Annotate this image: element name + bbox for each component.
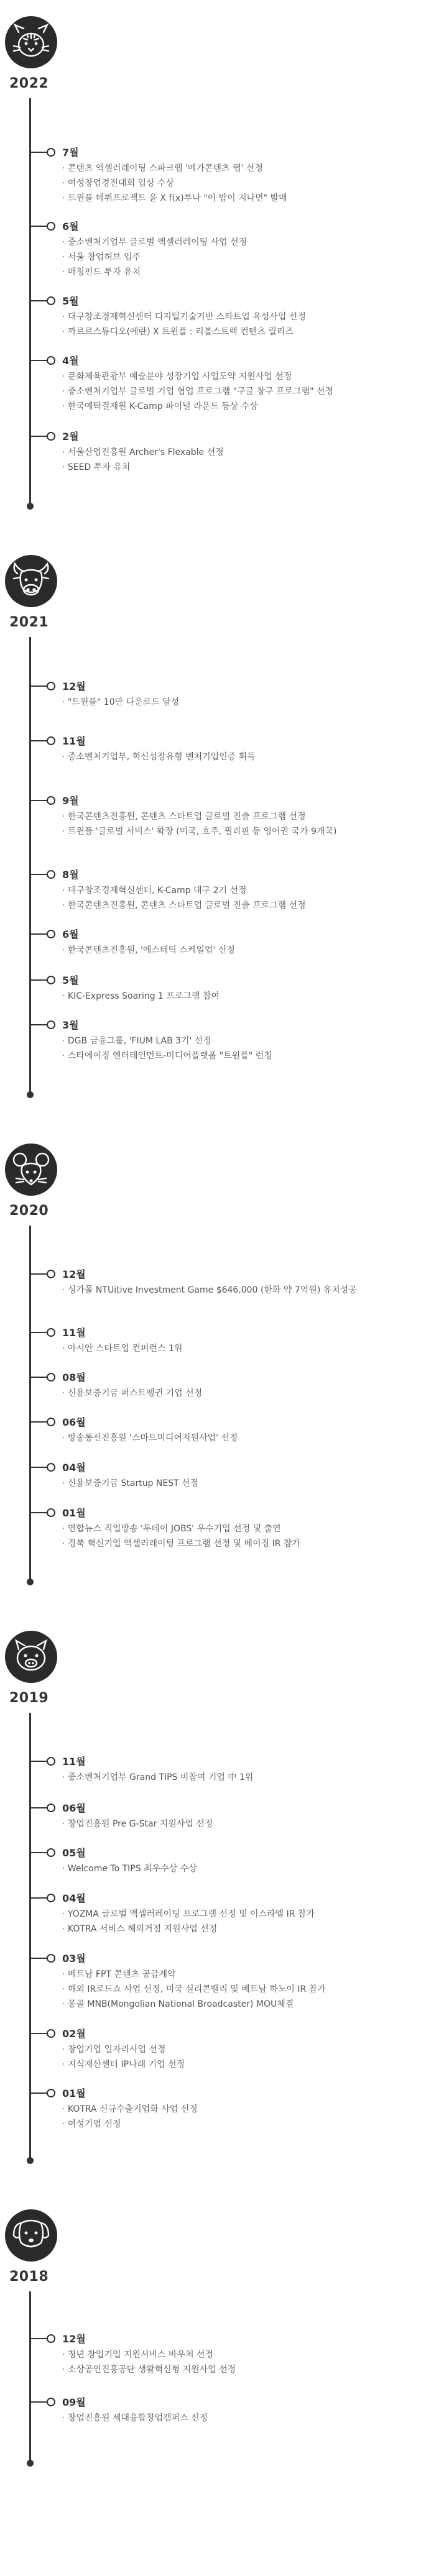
entry-item-list: [62, 1770, 253, 1785]
timeline-end-dot: [27, 1091, 34, 1098]
timeline-connector: [30, 360, 47, 361]
entry-item: · 중소벤처기업부, 혁신성장유형 벤처기업인증 획득: [62, 749, 256, 764]
timeline-connector: [30, 300, 47, 301]
entry-item-list: [62, 809, 336, 839]
year-label: 2020: [9, 1203, 49, 1219]
entry-item: · "트윈플" 10만 다운로드 달성: [62, 695, 179, 710]
timeline-connector: [30, 685, 47, 687]
entry-item-list: [62, 1034, 272, 1063]
entry-item: · 연합뉴스 직업방송 '투데이 JOBS' 우수기업 선정 및 출연: [62, 1521, 300, 1536]
entry-item-list: [62, 2347, 236, 2377]
entry-item: · 중소벤처기업부 Grand TIPS 비참여 기업 中 1위: [62, 1770, 253, 1785]
entry-item: · DGB 금융그룹, 'FIUM LAB 3기' 선정: [62, 1034, 272, 1048]
entry-item-list: [62, 1386, 202, 1401]
entry-item-list: [62, 1283, 357, 1298]
timeline-marker-icon: [47, 2029, 55, 2038]
timeline-connector: [30, 1467, 47, 1468]
entry-month: 9월: [62, 795, 79, 807]
year-label: 2019: [9, 1690, 49, 1706]
timeline-marker-icon: [47, 2089, 55, 2097]
timeline-marker-icon: [47, 1757, 55, 1766]
ox-icon: [5, 555, 57, 607]
timeline-marker-icon: [47, 1894, 55, 1902]
entry-item: · 매칭펀드 투자 유치: [62, 265, 247, 280]
entry-item-list: [62, 2411, 208, 2426]
entry-item: · 까르르스튜디오(에란) X 트윈플 : 리볼스트랙 컨텐츠 릴리즈: [62, 324, 306, 339]
entry-item: · 지식재산센터 IP나래 기업 선정: [62, 2057, 185, 2072]
entry-item: · 해외 IR로드쇼 사업 선정, 미국 실리콘밸리 및 베트남 하노이 IR 참가: [62, 1982, 326, 1997]
timeline-connector: [30, 1852, 47, 1853]
entry-month: 2월: [62, 431, 79, 442]
timeline-marker-icon: [47, 222, 55, 231]
timeline-marker-icon: [47, 1463, 55, 1472]
timeline-end-dot: [27, 2157, 34, 2164]
timeline-marker-icon: [47, 930, 55, 938]
entry-item: · 한국콘텐츠진흥원, 콘텐츠 스타트업 글로벌 진출 프로그램 선정: [62, 809, 336, 824]
timeline-marker-icon: [47, 796, 55, 805]
entry-item: · 대구창조경제혁신센터 디지털기술기반 스타트업 육성사업 선정: [62, 309, 306, 324]
entry-item: · 아시안 스타트업 컨퍼런스 1위: [62, 1341, 182, 1356]
entry-month: 3월: [62, 1019, 79, 1031]
rat-icon: [5, 1144, 57, 1196]
entry-item: · 중소벤처기업부 글로벌 액셀러레이팅 사업 선정: [62, 235, 247, 250]
entry-month: 11월: [62, 735, 86, 747]
entry-item-list: [62, 369, 333, 414]
entry-item: · SEED 투자 유치: [62, 460, 224, 475]
timeline-end-dot: [27, 2460, 34, 2467]
entry-item: · 한국예탁결제원 K-Camp 파이널 라운드 등상 수상: [62, 399, 333, 414]
entry-item: · 창업진흥원 세대융합창업캠퍼스 선정: [62, 2411, 208, 2426]
entry-item-list: [62, 1817, 213, 1831]
timeline-connector: [30, 1958, 47, 1959]
entry-item-list: [62, 2102, 198, 2132]
entry-item: · 몽골 MNB(Mongolian National Broadcaster) MOU체결: [62, 1997, 326, 2012]
entry-item: · 소상공인진흥공단 생활혁신형 지원사업 선정: [62, 2362, 236, 2377]
entry-month: 02월: [62, 2028, 86, 2040]
timeline-connector: [30, 933, 47, 935]
timeline-marker-icon: [47, 736, 55, 745]
entry-item-list: [62, 2042, 185, 2072]
entry-item: · 대구창조경제혁신센터, K-Camp 대구 2기 선정: [62, 883, 306, 898]
dog-icon: [5, 2209, 57, 2262]
entry-item-list: [62, 943, 235, 958]
entry-item: · 신용보증기금 퍼스트펭귄 기업 선정: [62, 1386, 202, 1401]
year-label: 2018: [9, 2269, 49, 2285]
entry-month: 09월: [62, 2396, 86, 2408]
entry-month: 8월: [62, 869, 79, 881]
timeline-marker-icon: [47, 1020, 55, 1029]
timeline-marker-icon: [47, 432, 55, 441]
entry-item: · YOZMA 글로벌 액셀러레이팅 프로그램 선정 및 이스라엘 IR 참가: [62, 1907, 315, 1922]
entry-item-list: [62, 1431, 238, 1446]
entry-month: 01월: [62, 2088, 86, 2099]
entry-month: 11월: [62, 1327, 86, 1339]
entry-item: · KOTRA 신규수출기업화 사업 선정: [62, 2102, 198, 2117]
entry-item-list: [62, 309, 306, 339]
entry-item: · 스타에이징 엔터테인먼트-미디어플랫폼 "트윈플" 런칭: [62, 1048, 272, 1063]
entry-item: · 경북 혁신기업 액셀러레이팅 프로그램 선정 및 베이징 IR 참가: [62, 1536, 300, 1551]
year-label: 2021: [9, 615, 49, 630]
entry-item-list: [62, 161, 287, 206]
timeline-marker-icon: [47, 1270, 55, 1278]
timeline-marker-icon: [47, 1373, 55, 1382]
entry-item: · 문화체육관광부 예술분야 성장기업 사업도약 지원사업 선정: [62, 369, 333, 384]
pig-icon: [5, 1631, 57, 1683]
entry-item: · KIC-Express Soaring 1 프로그램 참여: [62, 989, 220, 1004]
entry-item-list: [62, 445, 224, 475]
entry-item-list: [62, 749, 256, 764]
entry-item-list: [62, 883, 306, 913]
timeline-connector: [30, 1024, 47, 1025]
entry-item: · 창업진흥원 Pre G-Star 지원사업 선정: [62, 1817, 213, 1831]
timeline-connector: [30, 800, 47, 801]
entry-month: 5월: [62, 974, 79, 986]
entry-item: · 청년 창업기업 지원서비스 바우처 선정: [62, 2347, 236, 2362]
entry-month: 11월: [62, 1756, 86, 1767]
entry-item: · 여성기업 선정: [62, 2117, 198, 2132]
tiger-icon: [5, 16, 57, 68]
entry-month: 6월: [62, 928, 79, 940]
timeline-connector: [30, 1273, 47, 1275]
entry-item-list: [62, 1907, 315, 1937]
timeline-connector: [30, 874, 47, 875]
entry-month: 04월: [62, 1892, 86, 1904]
entry-item-list: [62, 1861, 197, 1876]
entry-item: · 중소벤처기업부 글로벌 기업 협업 프로그램 "구글 창구 프로그램" 선정: [62, 384, 333, 399]
entry-item-list: [62, 989, 220, 1004]
timeline-marker-icon: [47, 976, 55, 984]
entry-month: 08월: [62, 1372, 86, 1383]
entry-item: · 서울산업진흥원 Archer's Flexable 선정: [62, 445, 224, 460]
entry-item: · 트윈플 데뷔프로젝트 윤 X f(x)루나 "이 밤이 지나면" 발매: [62, 191, 287, 206]
entry-month: 12월: [62, 2333, 86, 2345]
timeline-marker-icon: [47, 1804, 55, 1812]
timeline-marker-icon: [47, 1954, 55, 1963]
entry-month: 04월: [62, 1462, 86, 1474]
entry-month: 12월: [62, 1268, 86, 1280]
timeline-marker-icon: [47, 1848, 55, 1857]
entry-month: 4월: [62, 355, 79, 367]
timeline-connector: [30, 152, 47, 153]
timeline-line: [29, 98, 31, 505]
entry-month: 06월: [62, 1802, 86, 1814]
timeline-marker-icon: [47, 870, 55, 879]
entry-month: 06월: [62, 1416, 86, 1428]
entry-item: · 싱가폴 NTUitive Investment Game $646,000 (한화 약 7억원) 유치성공: [62, 1283, 357, 1298]
timeline-connector: [30, 1377, 47, 1378]
timeline-connector: [30, 740, 47, 741]
entry-item-list: [62, 1341, 182, 1356]
entry-item: · 창업기업 일자리사업 선정: [62, 2042, 185, 2057]
timeline-connector: [30, 1512, 47, 1513]
entry-item: · 방송통신진흥원 '스마트미디어지원사업' 선정: [62, 1431, 238, 1446]
entry-month: 7월: [62, 147, 79, 158]
entry-item-list: [62, 1476, 198, 1491]
timeline-connector: [30, 226, 47, 227]
timeline-connector: [30, 1807, 47, 1808]
entry-item-list: [62, 1521, 300, 1551]
entry-month: 5월: [62, 295, 79, 307]
entry-item: · 여성창업경진대회 입상 수상: [62, 176, 287, 191]
entry-month: 6월: [62, 221, 79, 232]
entry-item-list: [62, 235, 247, 280]
timeline-connector: [30, 2338, 47, 2339]
entry-month: 01월: [62, 1507, 86, 1519]
timeline-connector: [30, 436, 47, 437]
timeline-marker-icon: [47, 2398, 55, 2406]
entry-item: · 한국콘텐츠진흥원, 콘텐츠 스타트업 글로벌 진출 프로그램 선정: [62, 898, 306, 913]
timeline-marker-icon: [47, 296, 55, 305]
timeline-marker-icon: [47, 2334, 55, 2343]
entry-item: · 서울 창업허브 입주: [62, 250, 247, 265]
timeline-marker-icon: [47, 148, 55, 157]
timeline-connector: [30, 1897, 47, 1899]
timeline-marker-icon: [47, 1508, 55, 1517]
entry-item: · 콘텐츠 액셀러레이팅 스파크랩 '메가콘텐츠 랩' 선정: [62, 161, 287, 176]
year-label: 2022: [9, 76, 49, 91]
entry-item: · 신용보증기금 Startup NEST 선정: [62, 1476, 198, 1491]
timeline-end-dot: [27, 503, 34, 510]
timeline-connector: [30, 2401, 47, 2403]
entry-month: 12월: [62, 681, 86, 692]
entry-month: 05월: [62, 1847, 86, 1859]
entry-item: · 베트남 FPT 콘텐츠 공급계약: [62, 1967, 326, 1982]
timeline-end-dot: [27, 1579, 34, 1585]
timeline-marker-icon: [47, 1418, 55, 1426]
entry-month: 03월: [62, 1953, 86, 1964]
timeline-connector: [30, 979, 47, 981]
timeline-connector: [30, 2033, 47, 2034]
timeline-marker-icon: [47, 356, 55, 365]
entry-item: · 한국콘텐츠진흥원, '에스테틱 스케일업' 선정: [62, 943, 235, 958]
timeline-connector: [30, 1421, 47, 1423]
timeline-connector: [30, 1761, 47, 1762]
entry-item: · Welcome To TIPS 최우수상 수상: [62, 1861, 197, 1876]
timeline-marker-icon: [47, 1328, 55, 1337]
timeline-line: [29, 1226, 31, 1581]
entry-item-list: [62, 695, 179, 710]
entry-item-list: [62, 1967, 326, 2012]
entry-item: · 트윈플 '글로벌 서비스' 확장 (미국, 호주, 필리핀 등 영어권 국가 9개국): [62, 824, 336, 839]
timeline-marker-icon: [47, 682, 55, 690]
timeline-line: [29, 2291, 31, 2462]
timeline-connector: [30, 1332, 47, 1333]
entry-item: · KOTRA 서비스 해외거점 지원사업 선정: [62, 1922, 315, 1937]
timeline-connector: [30, 2092, 47, 2094]
